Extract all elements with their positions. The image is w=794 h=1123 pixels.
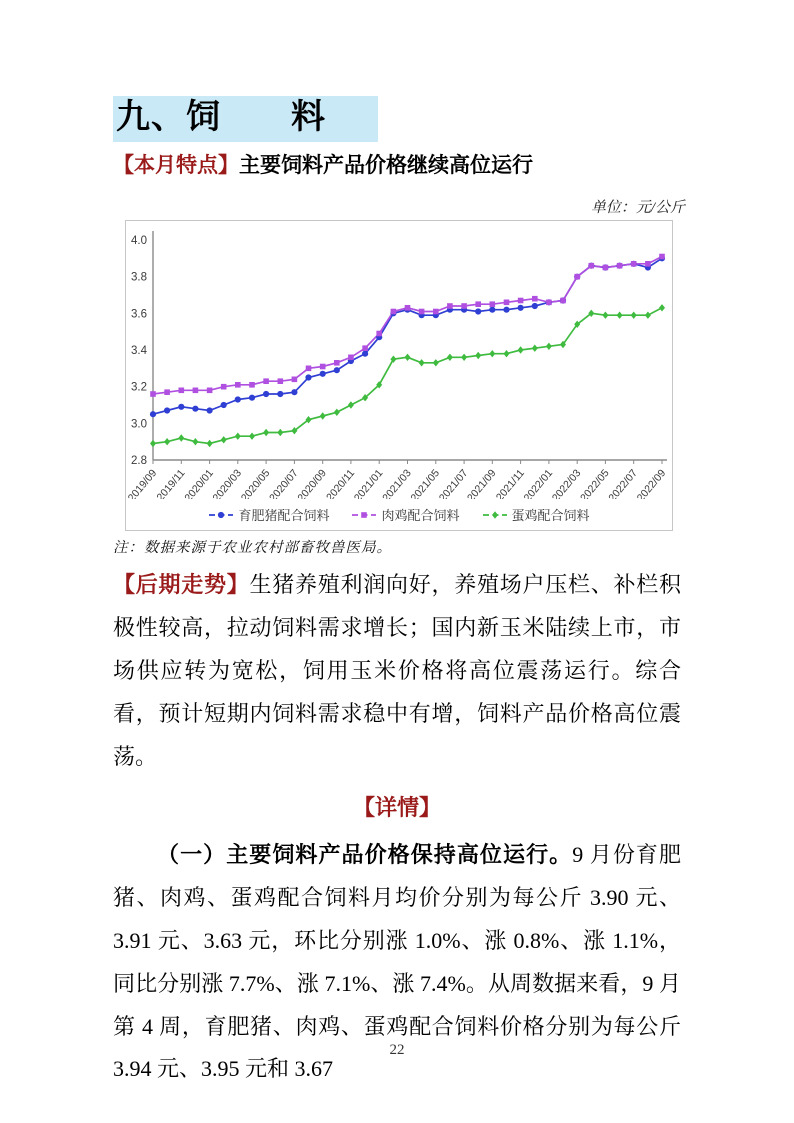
feature-text: 主要饲料产品价格继续高位运行 [239, 154, 533, 178]
svg-text:2022/05: 2022/05 [578, 467, 612, 500]
legend-label: 肉鸡配合饲料 [381, 508, 460, 524]
feed-price-chart [125, 220, 673, 531]
svg-text:2022/07: 2022/07 [606, 467, 640, 500]
svg-text:3.4: 3.4 [131, 345, 147, 358]
section-title: 九、饲 料 [113, 96, 378, 142]
svg-text:2019/09: 2019/09 [126, 467, 160, 500]
svg-text:2022/03: 2022/03 [549, 467, 584, 500]
page-number: 22 [389, 1042, 405, 1058]
trend-label: 【后期走势】 [113, 572, 250, 598]
chart-source-note: 注：数据来源于农业农村部畜牧兽医局。 [113, 540, 392, 557]
trend-paragraph [113, 564, 681, 778]
line-chart-canvas [126, 227, 672, 499]
chart-legend [126, 505, 672, 524]
detail-heading: 【详情】 [352, 794, 441, 820]
svg-text:2020/03: 2020/03 [210, 467, 245, 500]
legend-item-diamond [482, 505, 590, 524]
legend-marker-icon [208, 510, 234, 520]
svg-text:3.2: 3.2 [131, 382, 147, 395]
svg-text:3.8: 3.8 [131, 272, 147, 285]
svg-text:2021/07: 2021/07 [436, 467, 471, 500]
svg-text:2019/11: 2019/11 [154, 467, 188, 500]
legend-item-circle [208, 505, 329, 524]
svg-text:2021/03: 2021/03 [380, 467, 414, 500]
svg-text:2021/05: 2021/05 [408, 467, 443, 500]
legend-label: 育肥猪配合饲料 [238, 508, 330, 524]
detail-text: 9 月份育肥猪、肉鸡、蛋鸡配合饲料月均价分别为每公斤 3.90 元、3.91 元、3.63 元，环比分别涨 1.0%、涨 0.8%、涨 1.1%，同比分别涨 7.7%、涨 7.1%、涨 7.4%。从周数据来看，9 月第 4 周，育肥猪、肉鸡、蛋鸡配合饲料价格分别为每公斤 3.94 元、3.95 元和 3.67 [113, 841, 681, 1082]
legend-marker-icon [351, 510, 377, 520]
svg-text:2.8: 2.8 [131, 455, 147, 468]
svg-text:2020/11: 2020/11 [324, 467, 358, 500]
legend-item-square [351, 505, 459, 524]
svg-text:2021/09: 2021/09 [464, 467, 499, 500]
legend-label: 蛋鸡配合饲料 [511, 508, 590, 524]
monthly-feature-line [113, 151, 681, 180]
svg-text:2020/05: 2020/05 [238, 467, 273, 500]
svg-text:2022/09: 2022/09 [634, 467, 669, 500]
detail-lead: （一）主要饲料产品价格保持高位运行。 [157, 841, 573, 867]
svg-text:2021/11: 2021/11 [493, 467, 527, 500]
svg-text:2020/07: 2020/07 [267, 467, 301, 500]
trend-text: 生猪养殖利润向好，养殖场户压栏、补栏积极性较高，拉动饲料需求增长；国内新玉米陆续上市，市场供应转为宽松，饲用玉米价格将高位震荡运行。综合看，预计短期内饲料需求稳中有增，饲料产品价格高位震荡。 [113, 572, 681, 770]
svg-text:2021/01: 2021/01 [351, 467, 386, 500]
svg-text:2022/01: 2022/01 [521, 467, 556, 500]
svg-text:3.0: 3.0 [131, 418, 147, 431]
svg-text:2020/09: 2020/09 [295, 467, 329, 500]
feature-label: 【本月特点】 [113, 154, 239, 178]
legend-marker-icon [482, 510, 508, 520]
svg-text:4.0: 4.0 [131, 235, 147, 248]
chart-unit-label: 单位：元/公斤 [590, 200, 685, 217]
svg-text:3.6: 3.6 [131, 308, 147, 321]
svg-text:2020/01: 2020/01 [182, 467, 216, 500]
